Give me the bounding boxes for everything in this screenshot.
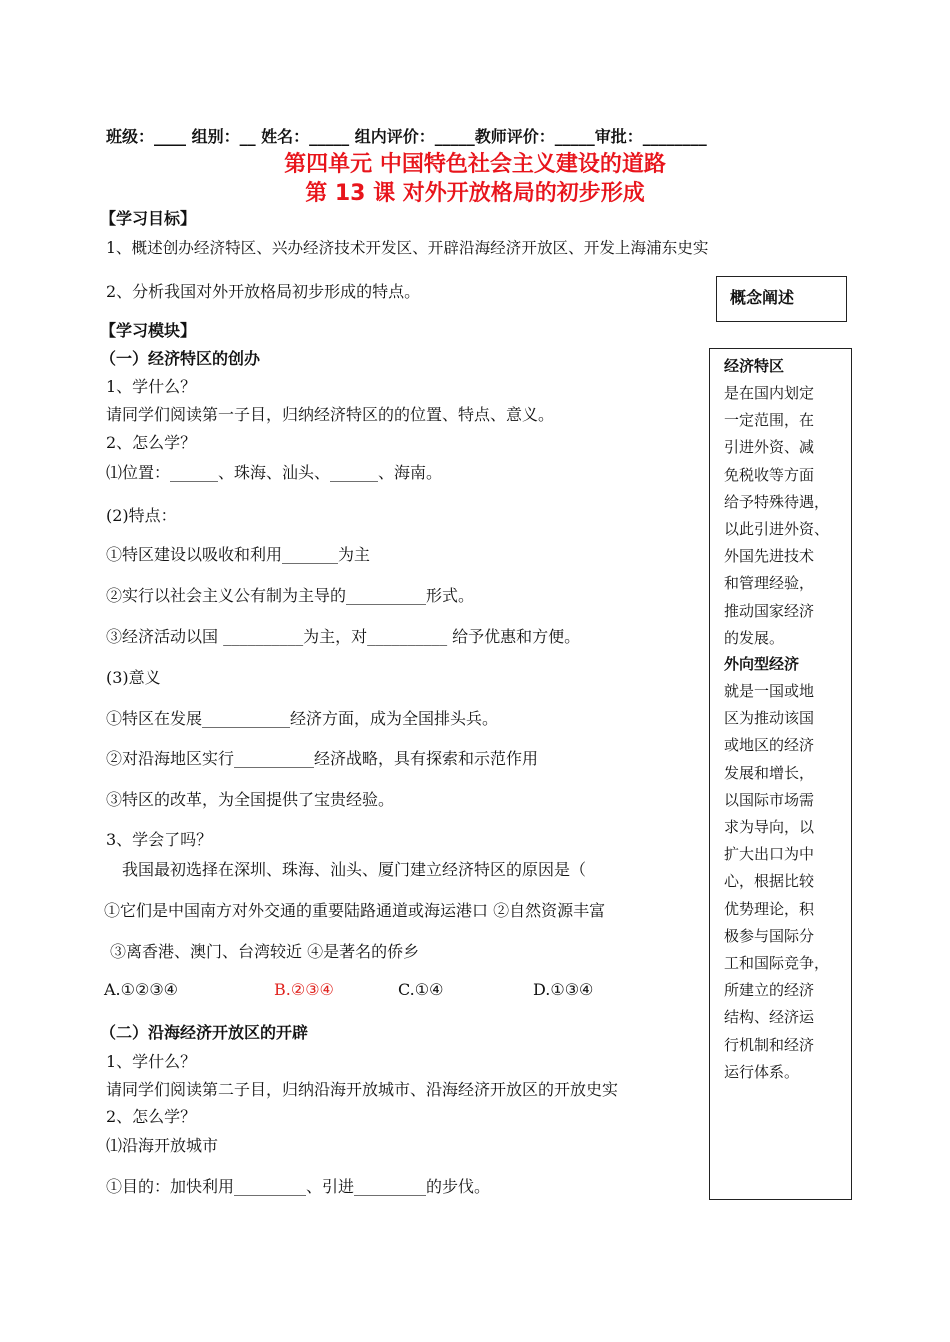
definition-line: 外国先进技术: [724, 547, 815, 566]
meaning-1: ①特区在发展___________经济方面，成为全国排头兵。: [106, 709, 499, 728]
concept-title: 概念阐述: [730, 288, 795, 307]
student-info-line: 班级：____ 组别：__ 姓名：_____ 组内评价：_____教师评价：_____审批：________: [106, 127, 707, 146]
definition-line: 优势理论，积: [724, 899, 815, 918]
lesson-title: 第 13 课 对外开放格局的初步形成: [305, 181, 645, 206]
feature-2: ②实行以社会主义公有制为主导的__________形式。: [106, 586, 475, 605]
choice-a: A.①②③④: [104, 980, 179, 999]
definition-line: 是在国内划定: [724, 384, 815, 402]
definition-line: 以此引进外资、: [724, 520, 830, 538]
definition-line: 引进外资、减: [724, 438, 815, 457]
goal-item-2: 2、分析我国对外开放格局初步形成的特点。: [106, 282, 421, 301]
definition-line: 免税收等方面: [724, 465, 815, 484]
choice-b-answer: B.②③④: [274, 980, 334, 999]
term-export-oriented-economy: 外向型经济: [724, 655, 800, 673]
option-line-2: ③离香港、澳门、台湾较近 ④是著名的侨乡: [110, 942, 420, 961]
features-heading: (2)特点：: [106, 506, 177, 525]
definition-line: 和管理经验，: [724, 574, 815, 593]
definition-line: 扩大出口为中: [724, 845, 815, 864]
definition-line: 就是一国或地: [724, 682, 815, 700]
goals-heading: 【学习目标】: [100, 209, 197, 228]
part1-how: 2、怎么学？: [106, 433, 197, 452]
concept-title-box: [716, 276, 847, 322]
definition-line: 一定范围，在: [724, 411, 815, 430]
meaning-heading: (3)意义: [106, 668, 161, 687]
choice-c: C.①④: [398, 980, 444, 999]
definition-line: 推动国家经济: [724, 601, 815, 620]
feature-3: ③经济活动以国 __________为主，对__________ 给予优惠和方便。: [106, 627, 581, 646]
option-line-1: ①它们是中国南方对外交通的重要陆路通道或海运港口 ②自然资源丰富: [104, 901, 606, 920]
part1-heading: （一）经济特区的创办: [100, 349, 261, 368]
definition-line: 的发展。: [724, 628, 785, 647]
part1-what: 1、学什么？: [106, 377, 197, 396]
definition-line: 求为导向，以: [724, 818, 815, 836]
cities-heading: ⑴沿海开放城市: [106, 1136, 219, 1155]
module-heading: 【学习模块】: [100, 321, 197, 340]
definition-line: 结构、经济运: [724, 1008, 815, 1027]
definition-line: 区为推动该国: [724, 709, 815, 728]
location-line: ⑴位置：______、珠海、汕头、______、海南。: [106, 463, 443, 482]
part2-instruction: 请同学们阅读第二子目，归纳沿海开放城市、沿海经济开放区的开放史实: [106, 1080, 619, 1099]
definition-line: 行机制和经济: [724, 1035, 815, 1054]
definition-line: 发展和增长，: [724, 763, 815, 782]
question-text: 我国最初选择在深圳、珠海、汕头、厦门建立经济特区的原因是（: [122, 860, 587, 879]
term-special-economic-zone: 经济特区: [724, 357, 785, 375]
definition-line: 运行体系。: [724, 1062, 800, 1081]
feature-1: ①特区建设以吸收和利用_______为主: [106, 545, 371, 564]
definition-line: 极参与国际分: [724, 926, 815, 945]
check-heading: 3、学会了吗？: [106, 830, 213, 849]
part1-instruction: 请同学们阅读第一子目，归纳经济特区的的位置、特点、意义。: [106, 405, 555, 424]
meaning-3: ③特区的改革，为全国提供了宝贵经验。: [106, 790, 395, 809]
definition-line: 或地区的经济: [724, 736, 815, 755]
part2-what: 1、学什么？: [106, 1052, 197, 1071]
part2-heading: （二）沿海经济开放区的开辟: [100, 1023, 309, 1042]
definition-line: 给予特殊待遇，: [724, 492, 830, 511]
choice-d: D.①③④: [533, 980, 594, 999]
meaning-2: ②对沿海地区实行__________经济战略，具有探索和示范作用: [106, 749, 539, 768]
purpose-line: ①目的：加快利用_________、引进_________的步伐。: [106, 1177, 491, 1196]
unit-title: 第四单元 中国特色社会主义建设的道路: [284, 152, 666, 177]
part2-how: 2、怎么学？: [106, 1107, 197, 1126]
definition-line: 以国际市场需: [724, 790, 815, 809]
definition-line: 工和国际竞争，: [724, 954, 830, 972]
definition-line: 心，根据比较: [724, 872, 815, 891]
definition-line: 所建立的经济: [724, 981, 815, 1000]
goal-item-1: 1、概述创办经济特区、兴办经济技术开发区、开辟沿海经济开放区、开发上海浦东史实: [106, 239, 709, 257]
